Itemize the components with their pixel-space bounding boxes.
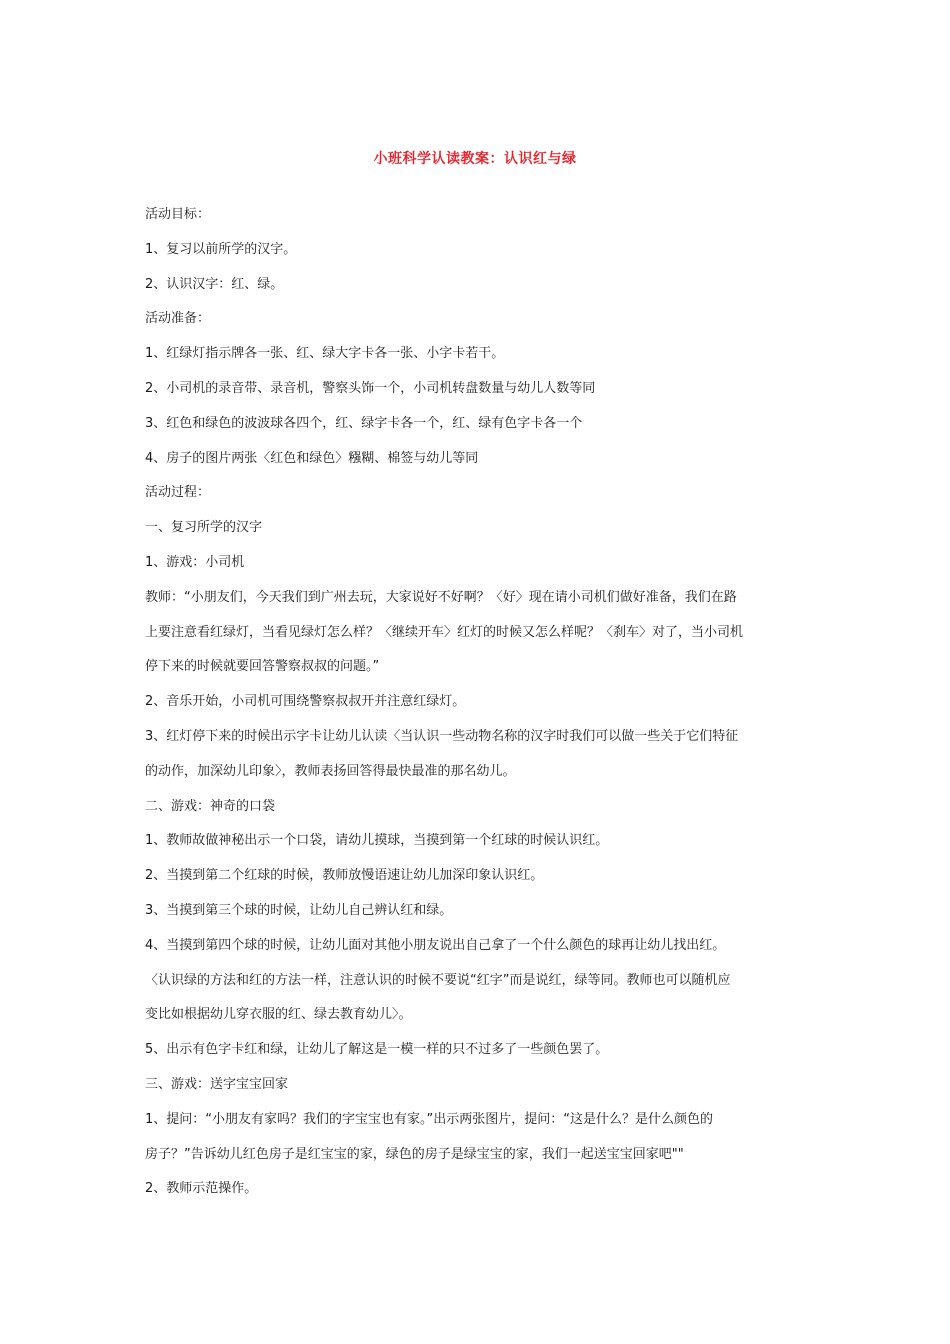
document-line: 1、复习以前所学的汉字。 bbox=[145, 241, 297, 257]
document-line: 2、教师示范操作。 bbox=[145, 1181, 258, 1197]
document-line: 3、红灯停下来的时候出示字卡让幼儿认读〈当认识一些动物名称的汉字时我们可以做一些关于它们特征 bbox=[145, 728, 739, 744]
document-line: 1、游戏：小司机 bbox=[145, 554, 245, 570]
document-line: 2、小司机的录音带、录音机，警察头饰一个，小司机转盘数量与幼儿人数等同 bbox=[145, 380, 596, 396]
document-line: 〈认识绿的方法和红的方法一样，注意认识的时候不要说“红字”而是说红，绿等同。教师也可以随机应 bbox=[145, 972, 731, 988]
document-line: 1、教师故做神秘出示一个口袋，请幼儿摸球，当摸到第一个红球的时候认识红。 bbox=[145, 833, 609, 849]
document-line: 1、红绿灯指示牌各一张、红、绿大字卡各一张、小字卡若干。 bbox=[145, 346, 505, 362]
document-line: 2、当摸到第二个红球的时候，教师放慢语速让幼儿加深印象认识红。 bbox=[145, 868, 544, 884]
document-line: 5、出示有色字卡红和绿，让幼儿了解这是一模一样的只不过多了一些颜色罢了。 bbox=[145, 1042, 609, 1058]
document-line: 4、当摸到第四个球的时候，让幼儿面对其他小朋友说出自己拿了一个什么颜色的球再让幼儿找出红。 bbox=[145, 937, 726, 953]
document-line: 活动过程： bbox=[145, 485, 211, 501]
document-line: 活动准备： bbox=[145, 311, 211, 327]
document-line: 三、游戏：送字宝宝回家 bbox=[145, 1076, 289, 1092]
document-line: 上要注意看红绿灯，当看见绿灯怎么样？〈继续开车〉红灯的时候又怎么样呢？〈刹车〉对了，当小司机 bbox=[145, 624, 744, 640]
document-line: 活动目标： bbox=[145, 207, 211, 222]
document-line: 的动作，加深幼儿印象〉，教师表扬回答得最快最准的那名幼儿。 bbox=[145, 763, 516, 779]
document-line: 房子？”告诉幼儿红色房子是红宝宝的家，绿色的房子是绿宝宝的家，我们一起送宝宝回家吧"" bbox=[145, 1146, 684, 1162]
document-line: 停下来的时候就要回答警察叔叔的问题。” bbox=[145, 659, 380, 675]
document-title: 小班科学认读教案：认识红与绿 bbox=[373, 151, 577, 167]
document-body bbox=[145, 198, 810, 1207]
document-line: 一、复习所学的汉字 bbox=[145, 520, 263, 536]
document-line: 变比如根据幼儿穿衣服的红、绿去教育幼儿〉。 bbox=[145, 1007, 412, 1023]
document-line: 2、音乐开始，小司机可围绕警察叔叔开并注意红绿灯。 bbox=[145, 694, 466, 710]
document-line: 教师：“小朋友们，今天我们到广州去玩，大家说好不好啊？〈好〉现在请小司机们做好准备，我们在路 bbox=[145, 589, 737, 605]
document-line: 4、房子的图片两张〈红色和绿色〉糨糊、棉签与幼儿等同 bbox=[145, 450, 479, 466]
document-line: 3、红色和绿色的波波球各四个，红、绿字卡各一个，红、绿有色字卡各一个 bbox=[145, 415, 583, 431]
document-line: 1、提问：“小朋友有家吗？我们的字宝宝也有家。”出示两张图片，提问：“这是什么？是什么颜色的 bbox=[145, 1111, 713, 1127]
document-line: 2、认识汉字：红、绿。 bbox=[145, 276, 284, 292]
document-line: 二、游戏：神奇的口袋 bbox=[145, 798, 276, 814]
document-line: 3、当摸到第三个球的时候，让幼儿自己辨认红和绿。 bbox=[145, 902, 453, 918]
